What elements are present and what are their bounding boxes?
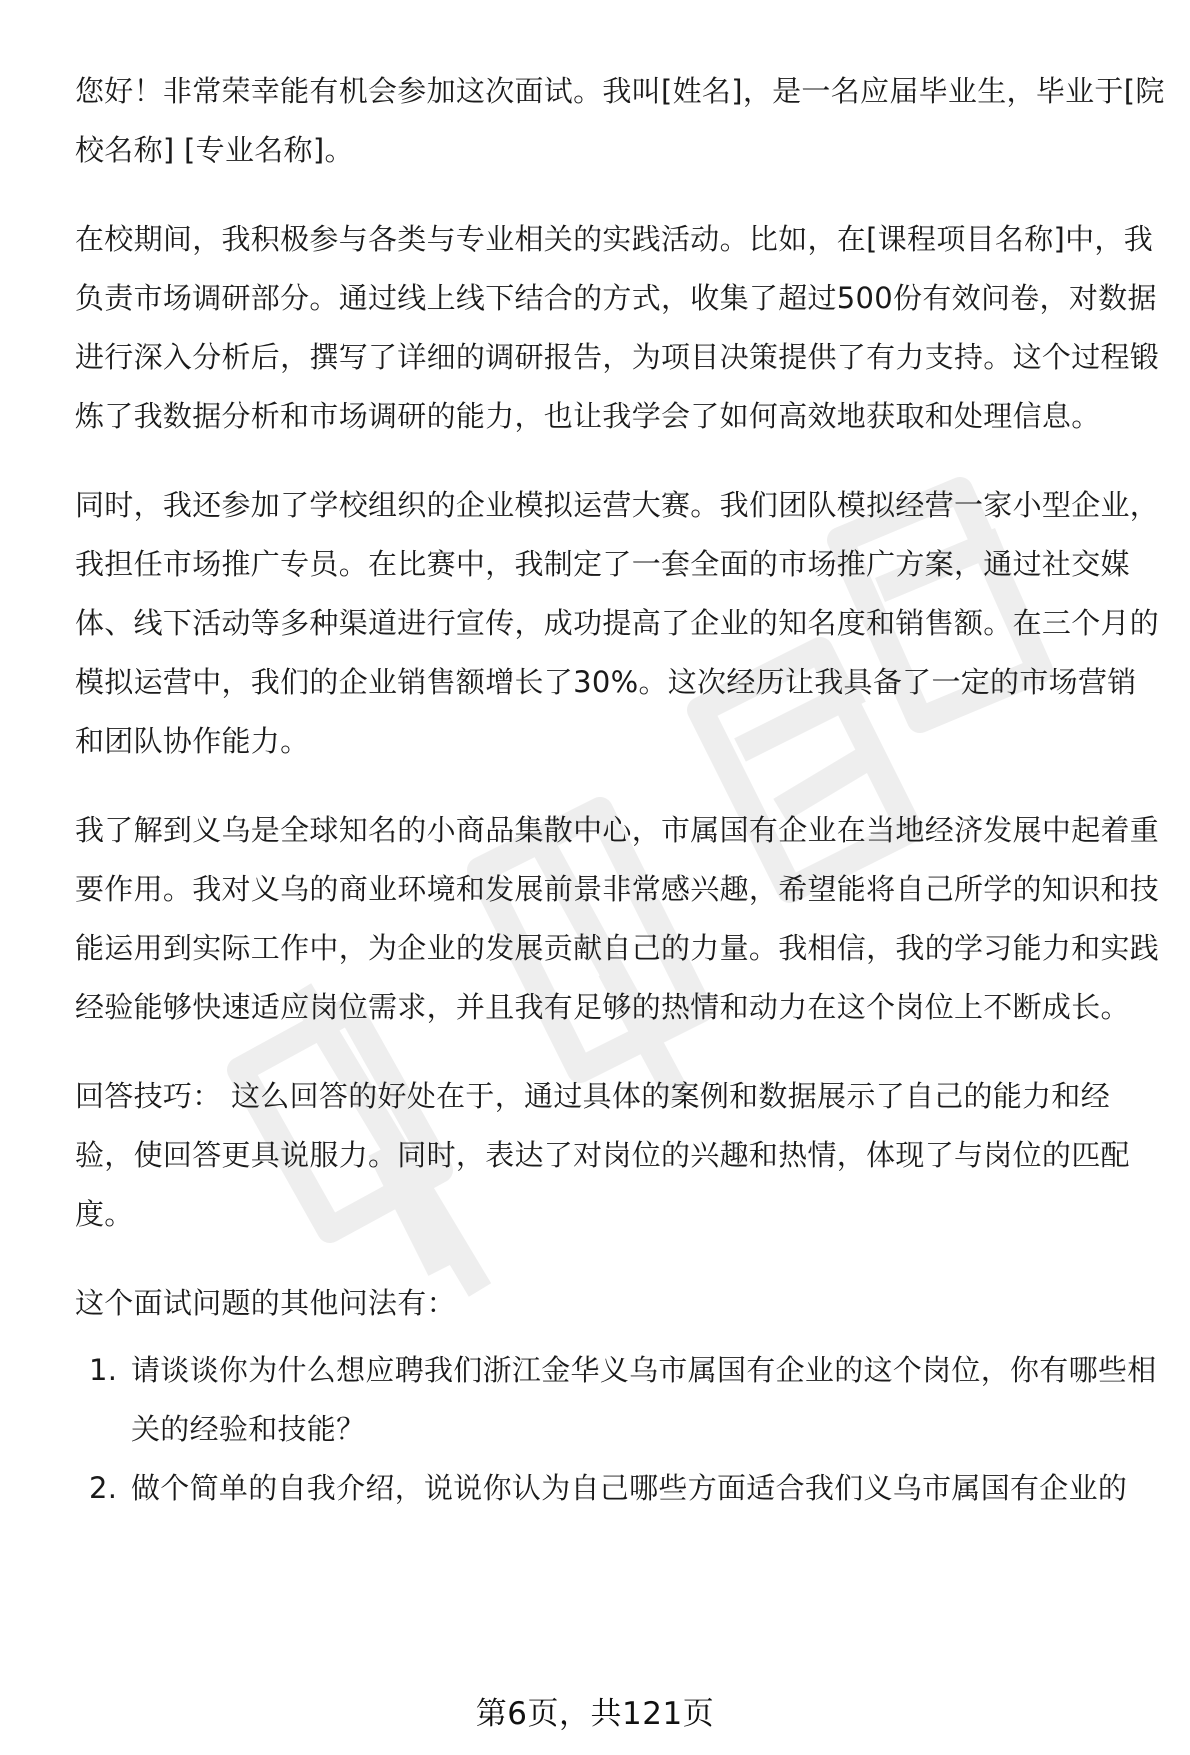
paragraph-alt-questions-heading: 这个面试问题的其他问法有：	[75, 1286, 456, 1320]
page-footer: 第6页，共121页	[475, 1696, 715, 1732]
list-item	[75, 1341, 1165, 1459]
alt-questions-list	[75, 1341, 1165, 1518]
paragraph-school-practice: 在校期间，我积极参与各类与专业相关的实践活动。比如，在[课程项目名称]中，我负责市场调研部分。通过线上线下结合的方式，收集了超过500份有效问卷，对数据进行深入分析后，撰写了详细的调研报告，为项目决策提供了有力支持。这个过程锻炼了我数据分析和市场调研的能力，也让我学会了如何高效地获取和处理信息。	[75, 222, 1160, 433]
paragraph-intro: 您好！非常荣幸能有机会参加这次面试。我叫[姓名]，是一名应届毕业生，毕业于[院校名称] [专业名称]。	[75, 74, 1165, 167]
paragraph-motivation: 我了解到义乌是全球知名的小商品集散中心，市属国有企业在当地经济发展中起着重要作用。我对义乌的商业环境和发展前景非常感兴趣，希望能将自己所学的知识和技能运用到实际工作中，为企业的发展贡献自己的力量。我相信，我的学习能力和实践经验能够快速适应岗位需求，并且我有足够的热情和动力在这个岗位上不断成长。	[75, 813, 1160, 1024]
list-item-number: 2.	[89, 1471, 118, 1505]
list-item-text: 做个简单的自我介绍，说说你认为自己哪些方面适合我们义乌市属国有企业的	[131, 1471, 1128, 1505]
list-item-number: 1.	[89, 1353, 118, 1387]
list-item	[75, 1459, 1165, 1518]
list-item-text: 请谈谈你为什么想应聘我们浙江金华义乌市属国有企业的这个岗位，你有哪些相关的经验和技能？	[131, 1353, 1157, 1446]
document-body	[75, 62, 1165, 1518]
paragraph-answer-tips: 回答技巧： 这么回答的好处在于，通过具体的案例和数据展示了自己的能力和经验，使回答更具说服力。同时，表达了对岗位的兴趣和热情，体现了与岗位的匹配度。	[75, 1079, 1130, 1231]
paragraph-competition: 同时，我还参加了学校组织的企业模拟运营大赛。我们团队模拟经营一家小型企业，我担任市场推广专员。在比赛中，我制定了一套全面的市场推广方案，通过社交媒体、线下活动等多种渠道进行宣传，成功提高了企业的知名度和销售额。在三个月的模拟运营中，我们的企业销售额增长了30%。这次经历让我具备了一定的市场营销和团队协作能力。	[75, 488, 1160, 758]
